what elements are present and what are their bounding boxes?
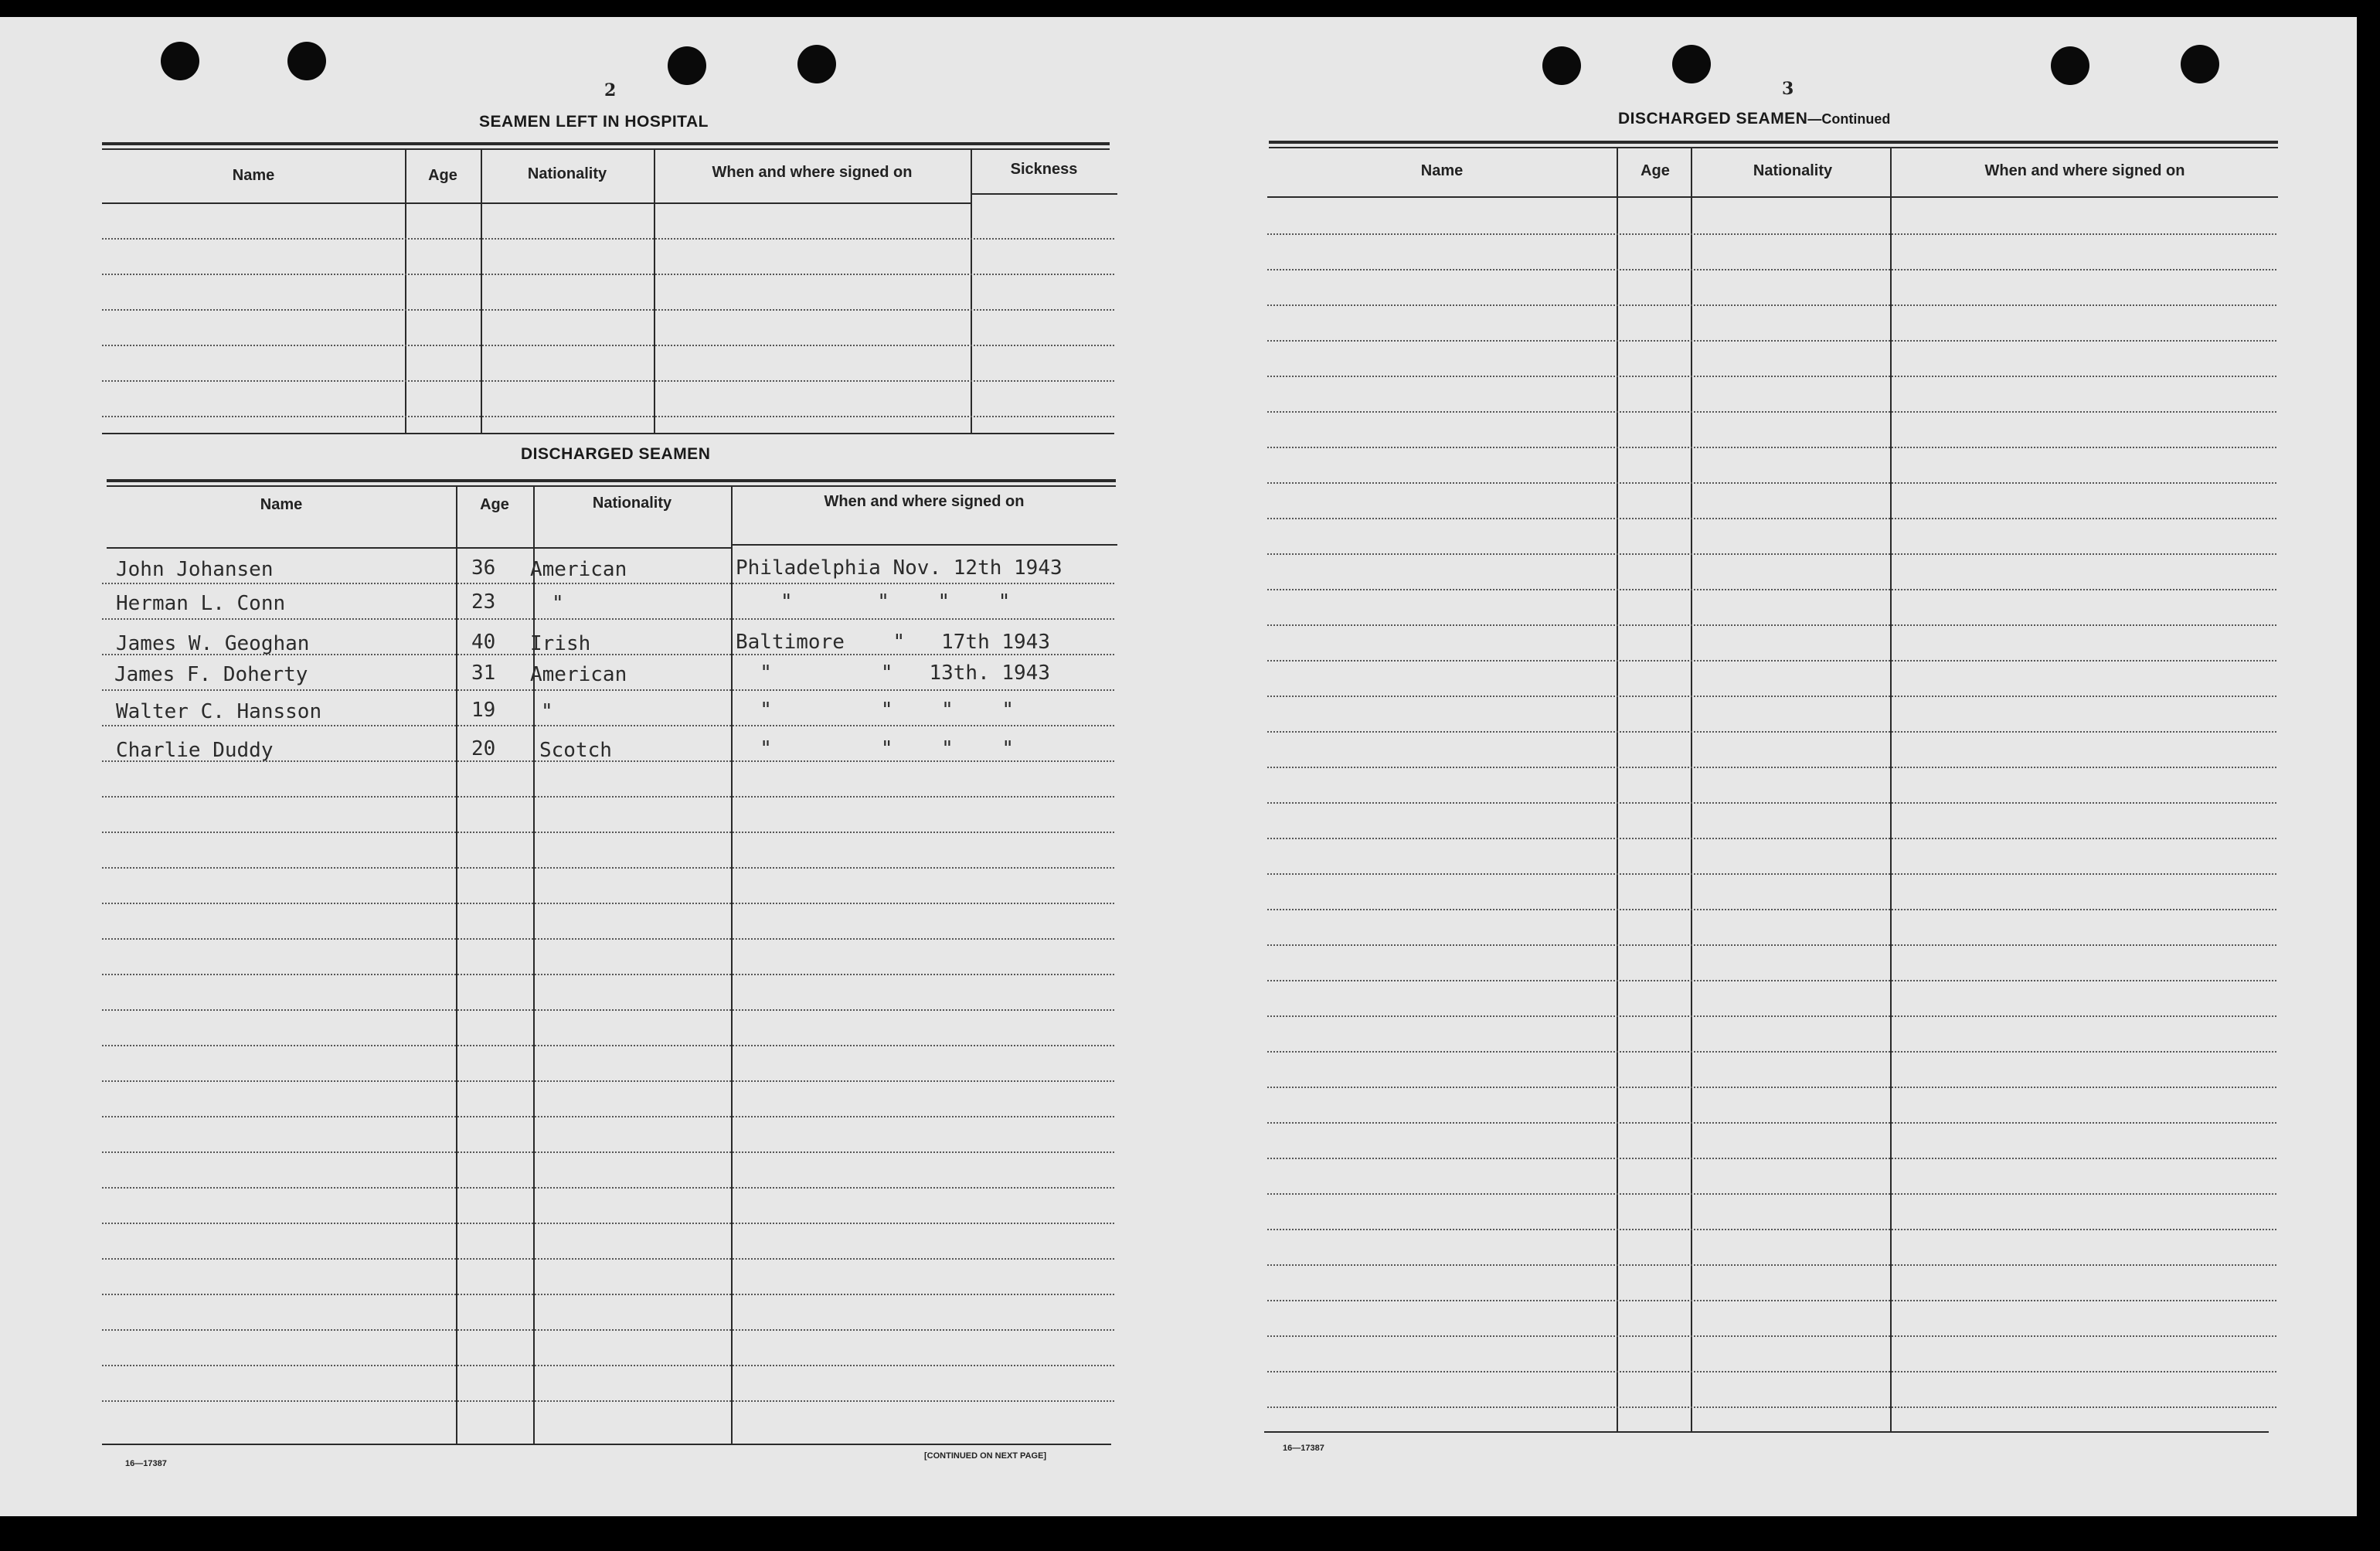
ruled-line — [102, 345, 1114, 346]
ruled-line — [1267, 1335, 2276, 1337]
hospital-section-title: SEAMEN LEFT IN HOSPITAL — [479, 113, 709, 131]
seaman-signed-on: Baltimore " 17th 1943 — [736, 631, 1050, 654]
ruled-line — [1267, 660, 2276, 662]
column-divider — [654, 150, 655, 434]
ruled-line — [1267, 269, 2276, 270]
column-header-signed-on: When and where signed on — [824, 493, 1025, 510]
column-divider — [405, 150, 406, 434]
ruled-line — [102, 725, 1114, 726]
column-divider — [731, 487, 733, 1444]
ruled-line — [1267, 553, 2276, 555]
punch-hole — [2051, 46, 2089, 85]
table-top-rule — [107, 485, 1116, 487]
ruled-line — [102, 903, 1114, 904]
seaman-age: 31 — [471, 662, 496, 685]
page-number-left: 2 — [604, 80, 617, 100]
ruled-line — [1267, 233, 2276, 235]
table-top-rule — [102, 148, 1110, 150]
seaman-nationality: American — [530, 558, 627, 581]
seaman-age: 36 — [471, 556, 496, 580]
ruled-line — [1267, 1087, 2276, 1088]
seaman-nationality: Irish — [530, 632, 591, 655]
ruled-line — [1267, 1015, 2276, 1017]
table-bottom-rule — [102, 433, 1114, 434]
ruled-line — [102, 1045, 1114, 1046]
ruled-line — [102, 1400, 1114, 1402]
ruled-line — [102, 238, 1114, 240]
table-top-rule — [102, 142, 1110, 145]
page-number-right: 3 — [1782, 79, 1794, 99]
column-divider — [481, 150, 482, 434]
ruled-line — [102, 1080, 1114, 1082]
column-header-age: Age — [428, 167, 457, 184]
discharged-section-title: DISCHARGED SEAMEN — [521, 445, 711, 463]
ruled-line — [1267, 873, 2276, 875]
title-suffix: —Continued — [1807, 111, 1891, 127]
seaman-signed-on: " " " " — [736, 737, 1015, 760]
seaman-name: Herman L. Conn — [116, 592, 286, 615]
seaman-age: 23 — [471, 590, 496, 614]
ruled-line — [1267, 1229, 2276, 1230]
seaman-name: John Johansen — [116, 558, 274, 581]
ruled-line — [1267, 340, 2276, 342]
column-header-signed-on: When and where signed on — [712, 164, 913, 181]
ruled-line — [102, 689, 1114, 691]
column-header-nationality: Nationality — [1753, 162, 1833, 179]
ruled-line — [1267, 731, 2276, 733]
ruled-line — [1267, 802, 2276, 804]
ruled-line — [102, 274, 1114, 275]
punch-hole — [797, 45, 836, 83]
ruled-line — [102, 583, 1114, 584]
ruled-line — [1267, 447, 2276, 448]
seaman-name: Walter C. Hansson — [116, 700, 322, 723]
column-header-name: Name — [1420, 162, 1464, 179]
form-number: 16—17387 — [1283, 1444, 1324, 1453]
ruled-line — [102, 974, 1114, 975]
seaman-nationality: American — [530, 663, 627, 686]
punch-hole — [161, 42, 199, 80]
seaman-age: 20 — [471, 737, 496, 760]
seaman-age: 19 — [471, 699, 496, 722]
title-main: DISCHARGED SEAMEN — [1618, 110, 1808, 128]
ruled-line — [1267, 1122, 2276, 1124]
header-rule — [731, 544, 1117, 546]
ruled-line — [1267, 1158, 2276, 1159]
column-divider — [971, 150, 972, 434]
header-rule — [102, 202, 971, 204]
ruled-line — [102, 416, 1114, 417]
column-header-signed-on: When and where signed on — [1984, 162, 2185, 179]
ruled-line — [1267, 838, 2276, 839]
column-header-name: Name — [260, 496, 303, 513]
punch-hole — [1542, 46, 1581, 85]
seaman-signed-on: " " " " — [780, 590, 1011, 614]
ruled-line — [1267, 767, 2276, 768]
ruled-line — [1267, 1371, 2276, 1372]
ruled-line — [1267, 304, 2276, 306]
seaman-nationality: " — [552, 592, 564, 615]
column-header-nationality: Nationality — [527, 165, 607, 182]
punch-hole — [287, 42, 326, 80]
ruled-line — [102, 1187, 1114, 1189]
ruled-line — [102, 1258, 1114, 1260]
ruled-line — [102, 1009, 1114, 1011]
ruled-line — [1267, 1193, 2276, 1195]
column-header-name: Name — [232, 167, 275, 184]
discharged-continued-title — [1618, 110, 1890, 128]
document-sheet — [0, 17, 2357, 1516]
ruled-line — [102, 867, 1114, 869]
ruled-line — [1267, 589, 2276, 590]
seaman-signed-on: Philadelphia Nov. 12th 1943 — [736, 556, 1062, 580]
column-header-sickness: Sickness — [1010, 161, 1078, 178]
ruled-line — [102, 796, 1114, 798]
ruled-line — [102, 380, 1114, 382]
seaman-signed-on: " " " " — [736, 699, 1015, 722]
ruled-line — [1267, 980, 2276, 981]
ruled-line — [1267, 482, 2276, 484]
ruled-line — [102, 618, 1114, 620]
table-bottom-rule — [1264, 1431, 2269, 1433]
punch-hole — [1672, 45, 1711, 83]
form-number: 16—17387 — [125, 1459, 167, 1468]
ruled-line — [1267, 909, 2276, 910]
seaman-age: 40 — [471, 631, 496, 654]
header-rule — [1267, 196, 2278, 198]
seaman-name: Charlie Duddy — [116, 739, 274, 762]
seaman-nationality: " — [541, 700, 553, 723]
column-divider — [533, 487, 535, 1444]
seaman-signed-on: " " 13th. 1943 — [736, 662, 1050, 685]
header-rule — [971, 193, 1117, 195]
ruled-line — [102, 1151, 1114, 1153]
seaman-name: James W. Geoghan — [116, 632, 310, 655]
ruled-line — [102, 1365, 1114, 1366]
ruled-line — [1267, 411, 2276, 413]
column-header-age: Age — [1640, 162, 1670, 179]
seaman-nationality: Scotch — [539, 739, 612, 762]
ruled-line — [102, 832, 1114, 833]
table-top-rule — [1269, 141, 2278, 144]
table-top-rule — [1269, 147, 2278, 148]
ruled-line — [1267, 376, 2276, 377]
column-header-age: Age — [480, 496, 509, 513]
ruled-line — [102, 1223, 1114, 1224]
continued-note: [CONTINUED ON NEXT PAGE] — [924, 1451, 1047, 1461]
ruled-line — [1267, 1406, 2276, 1408]
punch-hole — [668, 46, 706, 85]
punch-hole — [2181, 45, 2219, 83]
seaman-name: James F. Doherty — [114, 663, 308, 686]
ruled-line — [102, 309, 1114, 311]
ruled-line — [102, 938, 1114, 940]
ruled-line — [1267, 1051, 2276, 1053]
table-top-rule — [107, 479, 1116, 482]
table-bottom-rule — [102, 1444, 1111, 1445]
ruled-line — [1267, 1300, 2276, 1301]
column-header-nationality: Nationality — [592, 495, 672, 512]
ruled-line — [1267, 696, 2276, 697]
column-divider — [456, 487, 457, 1444]
ruled-line — [102, 1329, 1114, 1331]
ruled-line — [102, 1116, 1114, 1117]
ruled-line — [1267, 944, 2276, 946]
ruled-line — [102, 1294, 1114, 1295]
ruled-line — [1267, 624, 2276, 626]
ruled-line — [1267, 518, 2276, 519]
header-rule — [107, 547, 731, 549]
ruled-line — [1267, 1264, 2276, 1266]
